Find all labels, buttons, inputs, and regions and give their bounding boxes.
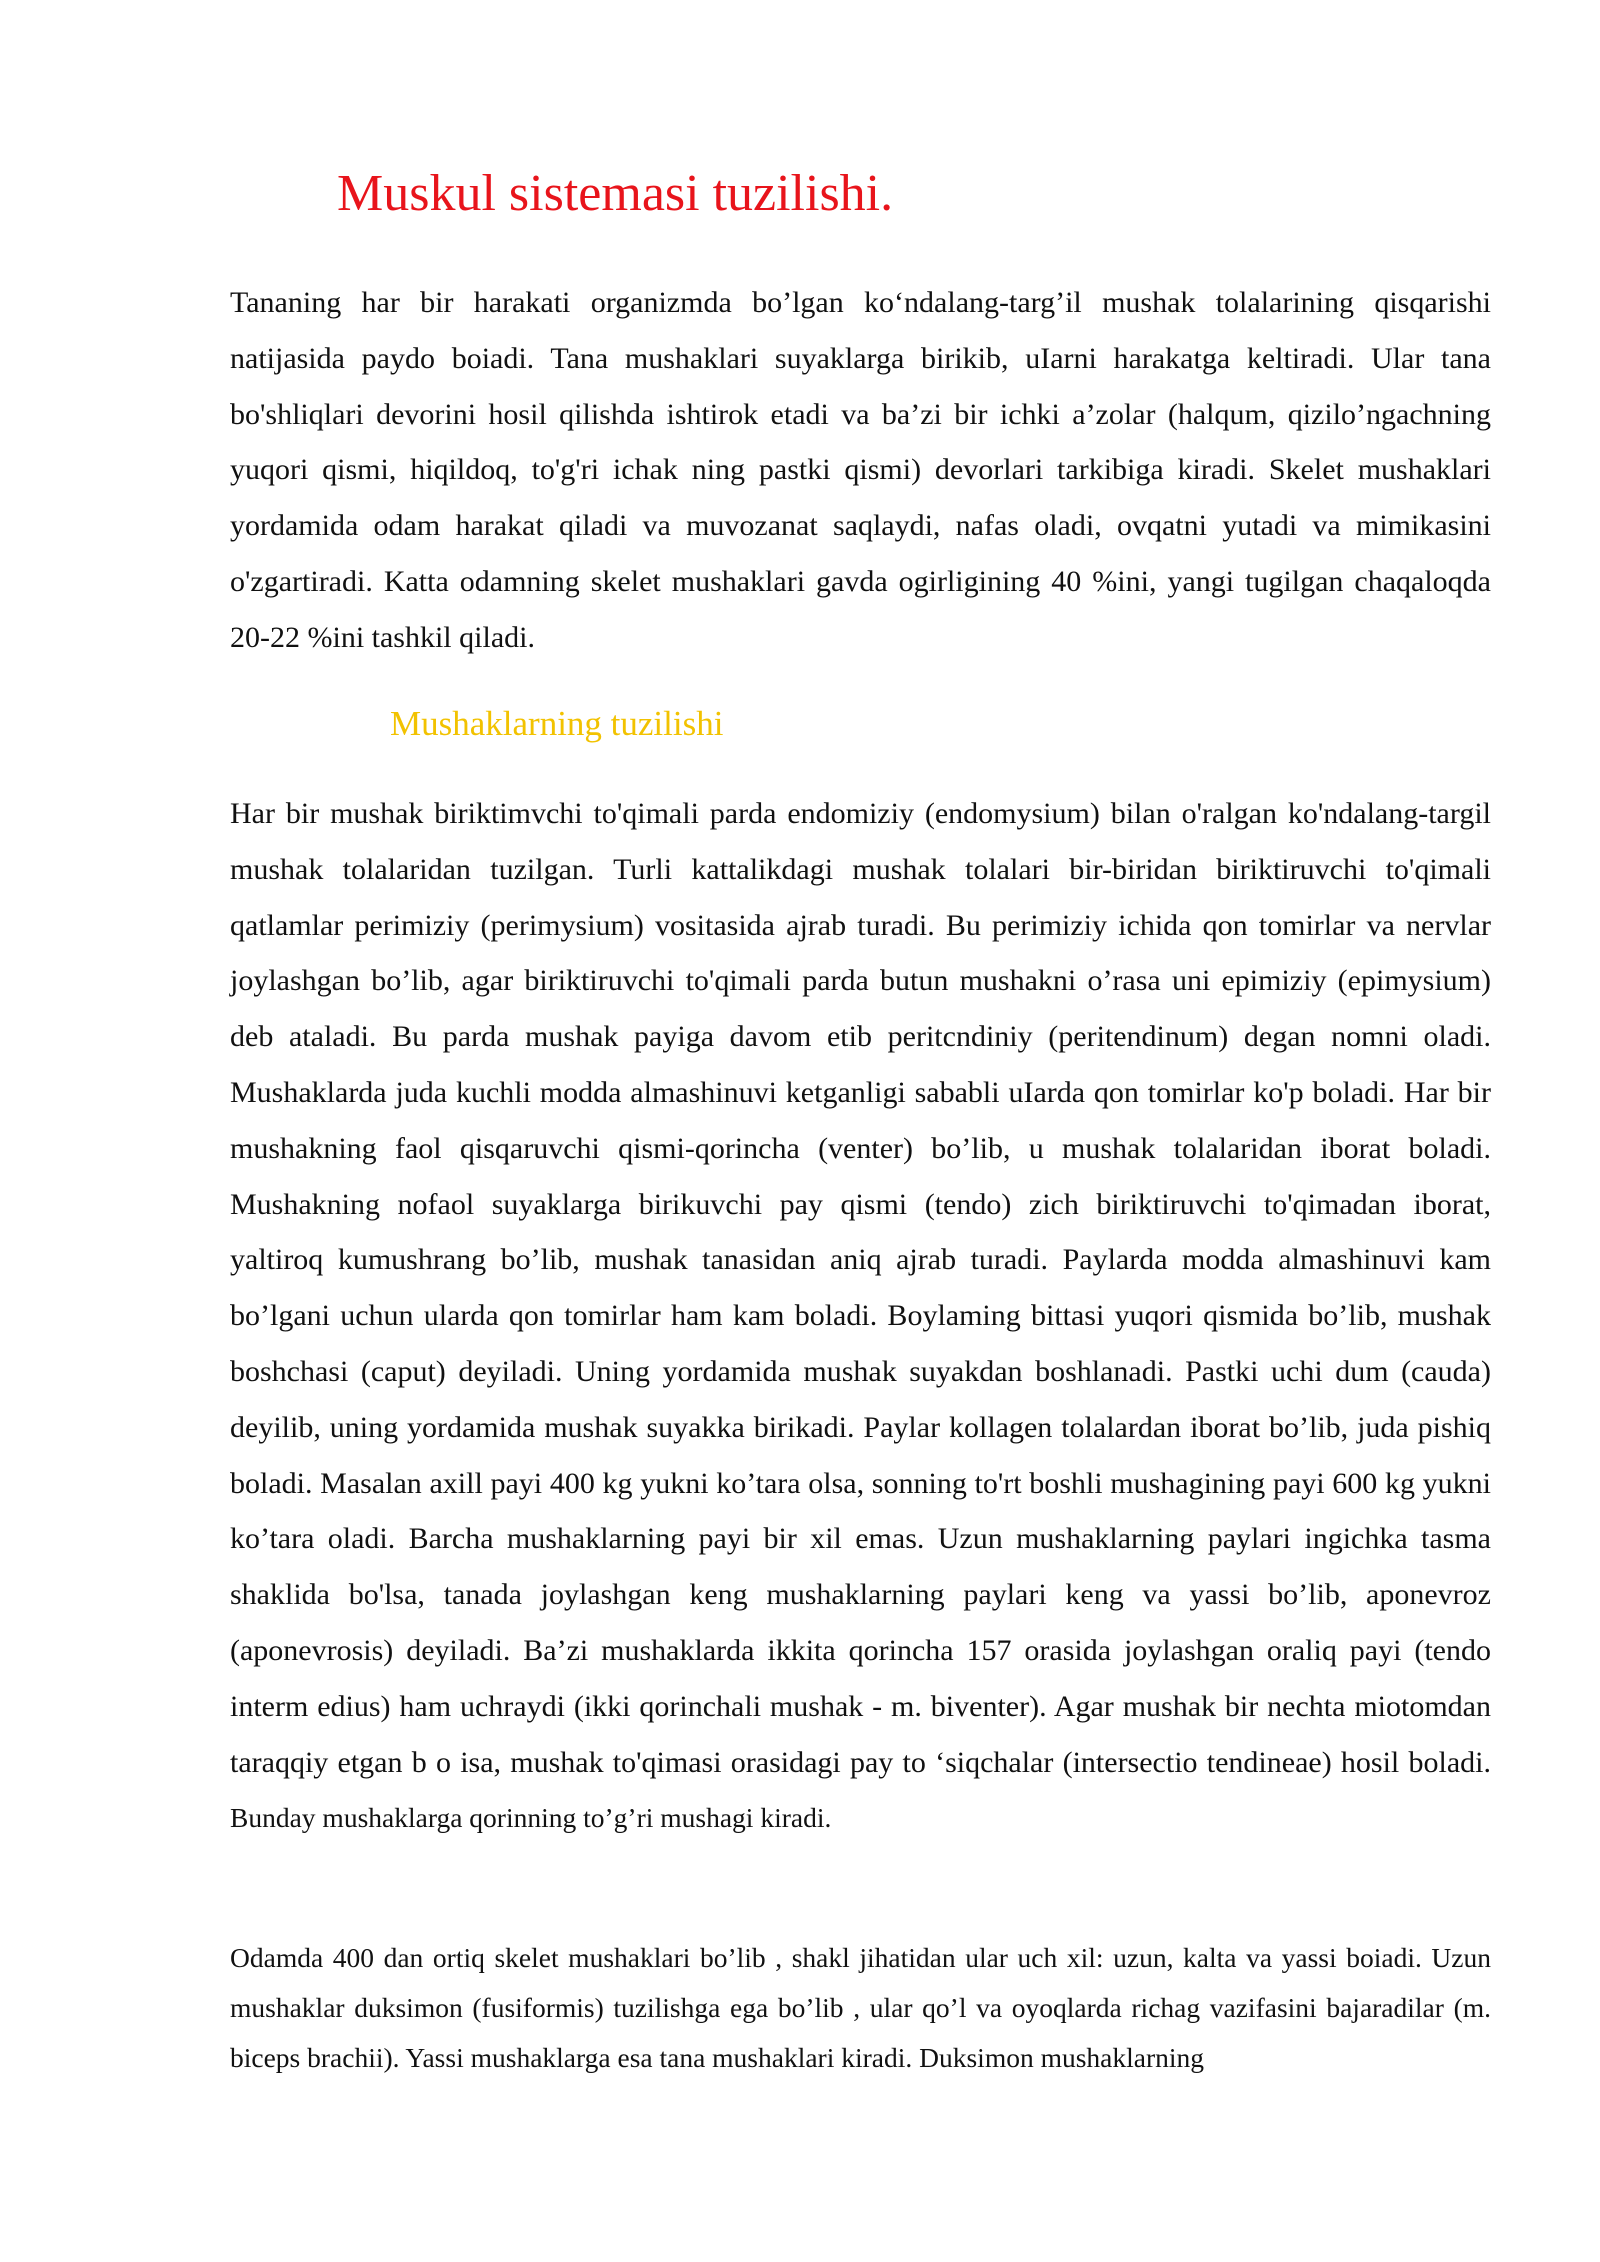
paragraph-structure-tail: Bunday mushaklarga qorinning to’g’ri mushagi kiradi. bbox=[230, 1802, 832, 1834]
paragraph-structure bbox=[230, 786, 1491, 1846]
document-title: Muskul sistemasi tuzilishi. bbox=[337, 165, 894, 222]
paragraph-structure-main: Har bir mushak biriktimvchi to'qimali parda endomiziy (endomysium) bilan o'ralgan ko'ndalang-targil mushak tolalaridan tuzilgan. Turli kattalikdagi mushak tolalari bir-biridan biriktiruvchi to'qimali qatlamlar perimiziy (perimysium) vositasida ajrab turadi. Bu perimiziy ichida qon tomirlar va nervlar joylashgan bo’lib, agar biriktiruvchi to'qimali parda butun mushakni o’rasa uni epimiziy (epimysium) deb ataladi. Bu parda mushak payiga davom etib peritcndiniy (peritendinum) degan nomni oladi. Mushaklarda juda kuchli modda almashinuvi ketganligi sababli uIarda qon tomirlar ko'p boladi. Har bir mushakning faol qisqaruvchi qismi-qorincha (venter) bo’lib, u mushak tolalaridan iborat boladi. Mushakning nofaol suyaklarga birikuvchi pay qismi (tendo) zich biriktiruvchi to'qimadan iborat, yaltiroq kumushrang bo’lib, mushak tanasidan aniq ajrab turadi. Paylarda modda almashinuvi kam bo’lgani uchun ularda qon tomirlar ham kam boladi. Boylaming bittasi yuqori qismida bo’lib, mushak boshchasi (caput) deyiladi. Uning yordamida mushak suyakdan boshlanadi. Pastki uchi dum (cauda) deyilib, uning yordamida mushak suyakka birikadi. Paylar kollagen tolalardan iborat bo’lib, juda pishiq boladi. Masalan axill payi 400 kg yukni ko’tara olsa, sonning to'rt boshli mushagining payi 600 kg yukni ko’tara oladi. Barcha mushaklarning payi bir xil emas. Uzun mushaklarning paylari ingichka tasma shaklida bo'lsa, tanada joylashgan keng mushaklarning paylari keng va yassi bo’lib, aponevroz (aponevrosis) deyiladi. Ba’zi mushaklarda ikkita qorincha 157 orasida joylashgan oraliq payi (tendo interm edius) ham uchraydi (ikki qorinchali mushak - m. biventer). Agar mushak bir nechta miotomdan taraqqiy etgan b o isa, mushak to'qimasi orasidagi pay to ‘siqchalar (intersectio tendineae) hosil boladi. bbox=[230, 797, 1491, 1779]
section-heading: Mushaklarning tuzilishi bbox=[390, 704, 724, 743]
paragraph-intro: Tananing har bir harakati organizmda bo’lgan ko‘ndalang-targ’il mushak tolalarining qisqarishi natijasida paydo boiadi. Tana mushaklari suyaklarga birikib, uIarni harakatga keltiradi. Ular tana bo'shliqlari devorini hosil qilishda ishtirok etadi va ba’zi bir ichki a’zolar (halqum, qizilo’ngachning yuqori qismi, hiqildoq, to'g'ri ichak ning pastki qismi) devorlari tarkibiga kiradi. Skelet mushaklari yordamida odam harakat qiladi va muvozanat saqlaydi, nafas oladi, ovqatni yutadi va mimikasini o'zgartiradi. Katta odamning skelet mushaklari gavda ogirligining 40 %ini, yangi tugilgan chaqaloqda 20-22 %ini tashkil qiladi. bbox=[230, 286, 1491, 654]
paragraph-types: Odamda 400 dan ortiq skelet mushaklari bo’lib , shakl jihatidan ular uch xil: uzun, kalta va yassi boiadi. Uzun mushaklar duksimon (fusiformis) tuzilishga ega bo’lib , ular qo’l va oyoqlarda richag vazifasini bajaradilar (m. biceps brachii). Yassi mushaklarga esa tana mushaklari kiradi. Duksimon mushaklarning bbox=[230, 1942, 1491, 2073]
